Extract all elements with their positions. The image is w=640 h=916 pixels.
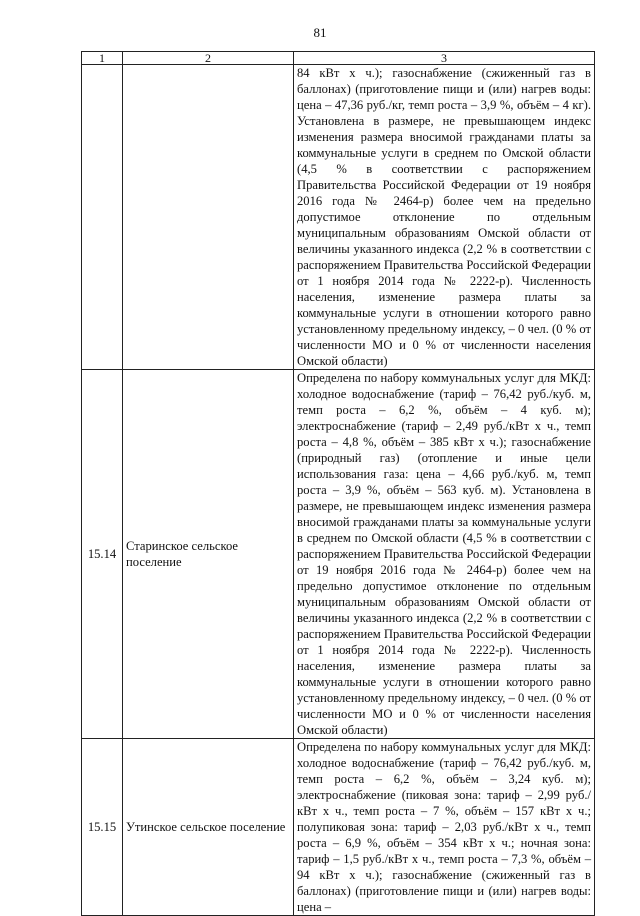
column-header-2: 2 xyxy=(123,52,294,65)
municipality-name: Старинское сельское поселение xyxy=(123,370,294,739)
municipality-name xyxy=(123,65,294,370)
municipality-name: Утинское сельское поселение xyxy=(123,739,294,916)
utility-description: 84 кВт х ч.); газоснабжение (сжиженный газ в баллонах) (приготовление пищи и (или) нагрев воды: цена – 47,36 руб./кг, темп роста – 3,9 %, объём – 4 кг). Установлена в размере, не превышающем индекс изменения размера вносимой гражданами платы за коммунальные услуги в среднем по Омской области (4,5 % в соответствии с распоряжением Правительства Российской Федерации от 19 ноября 2016 года № 2464-р) более чем на предельно допустимое отклонение по отдельным муниципальным образованиям Омской области от величины указанного индекса (2,2 % в соответствии с распоряжением Правительства Российской Федерации от 1 ноября 2014 года № 2222-р). Численность населения, изменение размера платы за коммунальные услуги в отношении которого равно установленному предельному индексу, – 0 чел. (0 % от численности МО и 0 % от численности населения Омской области) xyxy=(294,65,595,370)
column-header-3: 3 xyxy=(294,52,595,65)
row-number: 15.14 xyxy=(82,370,123,739)
table-row xyxy=(82,65,595,370)
column-header-1: 1 xyxy=(82,52,123,65)
row-number: 15.15 xyxy=(82,739,123,916)
table-header-row xyxy=(82,52,595,65)
row-number xyxy=(82,65,123,370)
utility-description: Определена по набору коммунальных услуг для МКД: холодное водоснабжение (тариф – 76,42 руб./куб. м, темп роста – 6,2 %, объём – 3,24 куб. м); электроснабжение (пиковая зона: тариф – 2,99 руб./кВт х ч., темп роста – 7 %, объём – 157 кВт х ч.; полупиковая зона: тариф – 2,03 руб./кВт х ч., темп роста – 6,9 %, объём – 354 кВт х ч.; ночная зона: тариф – 1,5 руб./кВт х ч., темп роста – 7,3 %, объём – 94 кВт х ч.); газоснабжение (сжиженный газ в баллонах) (приготовление пищи и (или) нагрев воды: цена – xyxy=(294,739,595,916)
page-number: 81 xyxy=(313,25,327,40)
table-row xyxy=(82,370,595,739)
table-row xyxy=(82,739,595,916)
municipal-utilities-table xyxy=(81,51,595,916)
utility-description: Определена по набору коммунальных услуг для МКД: холодное водоснабжение (тариф – 76,42 руб./куб. м, темп роста – 6,2 %, объём – 4 куб. м); электроснабжение (тариф – 2,49 руб./кВт х ч., темп роста – 4,8 %, объём – 385 кВт х ч.); газоснабжение (природный газ) (отопление и иные цели использования газа: цена – 4,66 руб./куб. м, темп роста – 3,9 %, объём – 563 куб. м). Установлена в размере, не превышающем индекс изменения размера вносимой гражданами платы за коммунальные услуги в среднем по Омской области (4,5 % в соответствии с распоряжением Правительства Российской Федерации от 19 ноября 2016 года № 2464-р) более чем на предельно допустимое отклонение по отдельным муниципальным образованиям Омской области от величины указанного индекса (2,2 % в соответствии с распоряжением Правительства Российской Федерации от 1 ноября 2014 года № 2222-р). Численность населения, изменение размера платы за коммунальные услуги в отношении которого равно установленному предельному индексу, – 0 чел. (0 % от численности МО и 0 % от численности населения Омской области) xyxy=(294,370,595,739)
